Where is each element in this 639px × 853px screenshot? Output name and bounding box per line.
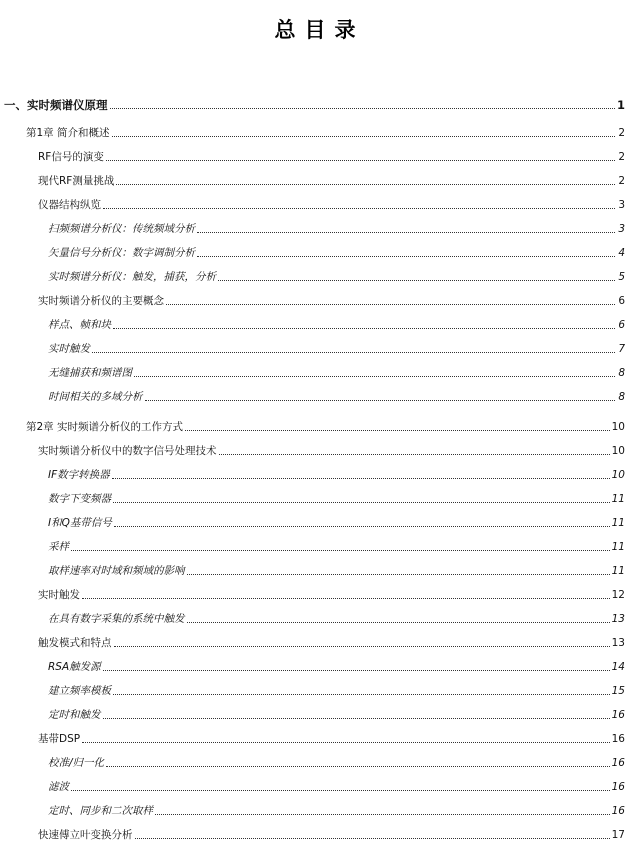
toc-page-number: 13 [611, 637, 625, 649]
dot-leader [135, 837, 610, 839]
toc-subsection[interactable] [48, 778, 625, 794]
toc-page-number: 12 [611, 589, 625, 601]
dot-leader [106, 765, 610, 767]
dot-leader [71, 789, 610, 791]
dot-leader [103, 207, 615, 209]
dot-leader [185, 429, 610, 431]
toc-page-number: 2 [618, 151, 625, 163]
toc-page-number: 6 [618, 295, 625, 307]
dot-leader [71, 549, 610, 551]
toc-page-number: 8 [618, 391, 625, 403]
toc-entry-label: 触发模式和特点 [38, 637, 112, 649]
toc-page-number: 10 [611, 421, 625, 433]
dot-leader [113, 327, 615, 329]
toc-entry-label: I和Q基带信号 [48, 517, 112, 529]
toc-entry-label: 扫频频谱分析仪：传统频域分析 [48, 223, 195, 235]
toc-section[interactable] [38, 730, 625, 746]
dot-leader [197, 231, 615, 233]
dot-leader [103, 717, 610, 719]
toc-entry-label: 校准/归一化 [48, 757, 105, 769]
toc-page-number: 3 [618, 199, 625, 211]
toc-entry-label: 实时频谱分析仪的主要概念 [38, 295, 164, 307]
toc-subsection[interactable] [48, 490, 625, 506]
toc-subsection[interactable] [48, 802, 625, 818]
toc-page-number: 11 [611, 517, 625, 529]
dot-leader [82, 597, 610, 599]
toc-subsection[interactable] [48, 340, 625, 356]
toc-page-number: 4 [618, 247, 625, 259]
toc-entry-label: 快速傅立叶变换分析 [38, 829, 133, 841]
dot-leader [113, 501, 610, 503]
toc-section[interactable] [38, 292, 625, 308]
toc-subsection[interactable] [48, 466, 625, 482]
toc-page-number: 8 [618, 367, 625, 379]
dot-leader [134, 375, 615, 377]
dot-leader [197, 255, 615, 257]
toc-page-number: 13 [611, 613, 625, 625]
toc-page-number: 2 [618, 175, 625, 187]
dot-leader [166, 303, 615, 305]
toc-entry-label: 在具有数字采集的系统中触发 [48, 613, 185, 625]
toc-entry-label: 采样 [48, 541, 69, 553]
toc-page-number: 16 [611, 709, 625, 721]
toc-page-number: 16 [611, 805, 625, 817]
toc-subsection[interactable] [48, 706, 625, 722]
toc-section[interactable] [38, 442, 625, 458]
dot-leader [187, 573, 610, 575]
dot-leader [114, 525, 610, 527]
toc-entry-label: 实时频谱分析仪中的数字信号处理技术 [38, 445, 217, 457]
toc-page-number: 11 [611, 493, 625, 505]
toc-page-number: 10 [611, 469, 625, 481]
toc-part-1[interactable] [4, 96, 625, 112]
dot-leader [82, 741, 610, 743]
toc-subsection[interactable] [48, 562, 625, 578]
toc-chapter-1[interactable] [26, 124, 625, 140]
dot-leader [92, 351, 615, 353]
toc-page-number: 3 [618, 223, 625, 235]
toc-page-number: 2 [618, 127, 625, 139]
toc-page-number: 16 [611, 733, 625, 745]
toc-entry-label: 仪器结构纵览 [38, 199, 101, 211]
toc-page-number: 15 [611, 685, 625, 697]
toc-page-number: 1 [616, 98, 625, 112]
toc-entry-label: RSA触发源 [48, 661, 101, 673]
toc-entry-label: 时间相关的多域分析 [48, 391, 143, 403]
toc-entry-label: 数字下变频器 [48, 493, 111, 505]
toc-page-number: 11 [611, 565, 625, 577]
toc-entry-label: 实时触发 [48, 343, 90, 355]
toc-entry-label: 矢量信号分析仪：数字调制分析 [48, 247, 195, 259]
toc-entry-label: RF信号的演变 [38, 151, 104, 163]
toc-section[interactable] [38, 826, 625, 842]
toc-page-number: 10 [611, 445, 625, 457]
toc-subsection[interactable] [48, 220, 625, 236]
toc-entry-label: 定时、同步和二次取样 [48, 805, 153, 817]
toc-page-number: 7 [618, 343, 625, 355]
dot-leader [155, 813, 610, 815]
dot-leader [113, 693, 610, 695]
toc-subsection[interactable] [48, 658, 625, 674]
toc-subsection[interactable] [48, 316, 625, 332]
dot-leader [187, 621, 610, 623]
toc-entry-label: 实时触发 [38, 589, 80, 601]
dot-leader [145, 399, 616, 401]
toc-section[interactable] [38, 634, 625, 650]
toc-section[interactable] [38, 148, 625, 164]
toc-subsection[interactable] [48, 364, 625, 380]
page-title: 总目录 [274, 18, 365, 42]
toc-entry-label: 样点、帧和块 [48, 319, 111, 331]
toc-page-number: 6 [618, 319, 625, 331]
toc-entry-label: 一、实时频谱仪原理 [4, 98, 108, 112]
toc-subsection[interactable] [48, 268, 625, 284]
toc-subsection[interactable] [48, 388, 625, 404]
toc-entry-label: 第1章 简介和概述 [26, 127, 110, 139]
dot-leader [110, 107, 615, 109]
toc-subsection[interactable] [48, 754, 625, 770]
toc-entry-label: 取样速率对时域和频域的影响 [48, 565, 185, 577]
toc-entry-label: 无缝捕获和频谱图 [48, 367, 132, 379]
toc-entry-label: 建立频率模板 [48, 685, 111, 697]
toc-entry-label: 实时频谱分析仪：触发，捕获，分析 [48, 271, 216, 283]
toc-page-number: 16 [611, 757, 625, 769]
toc-subsection[interactable] [48, 610, 625, 626]
toc-page-number: 5 [618, 271, 625, 283]
toc-section[interactable] [38, 196, 625, 212]
toc-chapter-2[interactable] [26, 418, 625, 434]
dot-leader [112, 477, 610, 479]
dot-leader [218, 279, 615, 281]
toc-page-number: 11 [611, 541, 625, 553]
toc-entry-label: 定时和触发 [48, 709, 101, 721]
toc-entry-label: 第2章 实时频谱分析仪的工作方式 [26, 421, 184, 433]
dot-leader [114, 645, 610, 647]
toc-subsection[interactable] [48, 538, 625, 554]
toc-page-number: 14 [611, 661, 625, 673]
toc-entry-label: 基带DSP [38, 733, 81, 745]
toc-section[interactable] [38, 172, 625, 188]
toc-page-number: 16 [611, 781, 625, 793]
dot-leader [112, 135, 615, 137]
toc-entry-label: 滤波 [48, 781, 69, 793]
toc-entry-label: IF数字转换器 [48, 469, 110, 481]
toc-subsection[interactable] [48, 514, 625, 530]
dot-leader [219, 453, 610, 455]
toc-section[interactable] [38, 586, 625, 602]
toc-page-number: 17 [611, 829, 625, 841]
toc-entry-label: 现代RF测量挑战 [38, 175, 115, 187]
dot-leader [106, 159, 615, 161]
toc-subsection[interactable] [48, 682, 625, 698]
dot-leader [116, 183, 615, 185]
dot-leader [103, 669, 610, 671]
toc-subsection[interactable] [48, 244, 625, 260]
